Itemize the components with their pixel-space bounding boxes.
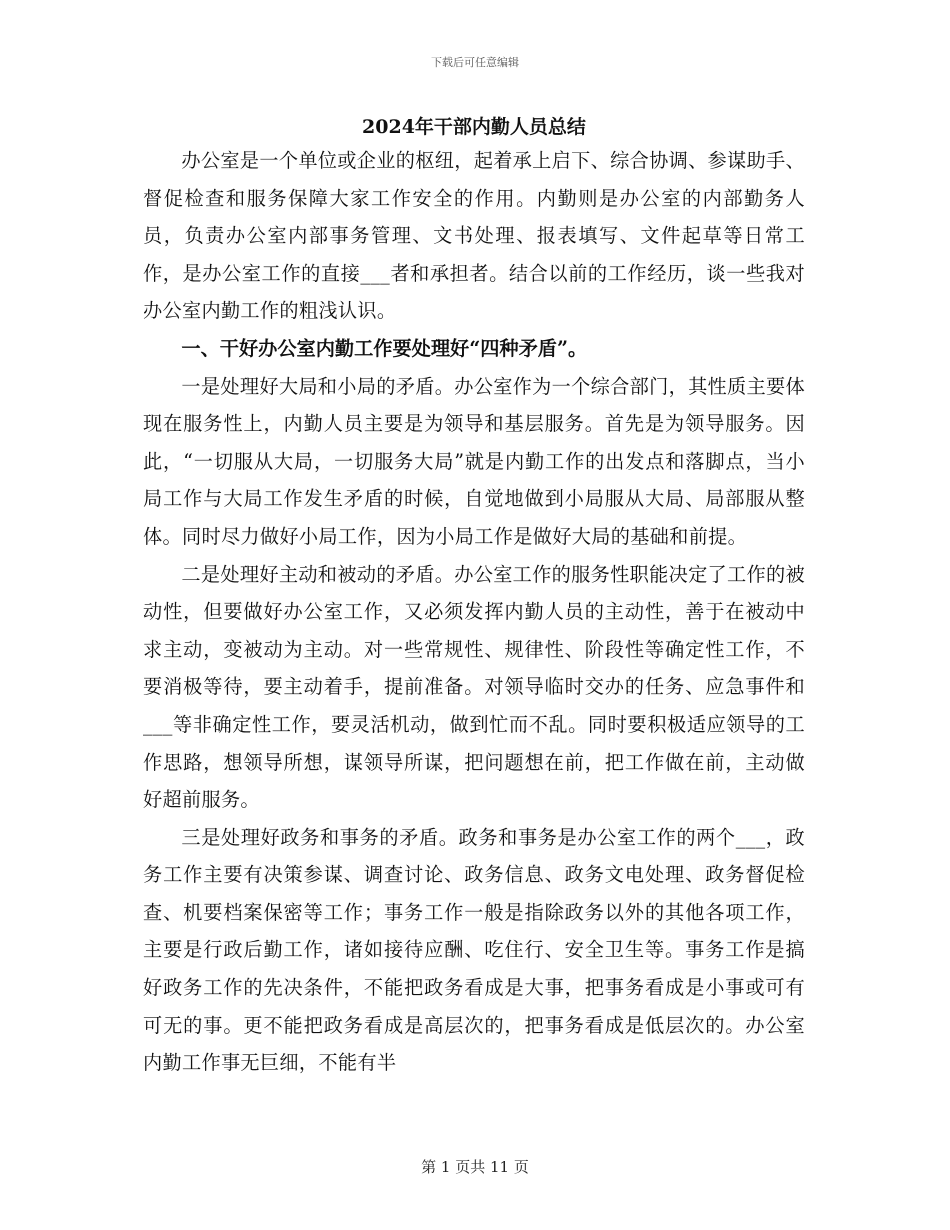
page-header: 下载后可任意编辑: [431, 56, 519, 69]
page-footer: 第 1 页共 11 页: [421, 1158, 529, 1176]
document-title: 2024年干部内勤人员总结: [362, 116, 586, 138]
paragraph-1: 一是处理好大局和小局的矛盾。办公室作为一个综合部门，其性质主要体现在服务性上，内勤人员主要是为领导和基层服务。首先是为领导服务。因此，“一切服从大局，一切服务大局”就是内勤工作的出发点和落脚点，当小局工作与大局工作发生矛盾的时候，自觉地做到小局服从大局、局部服从整体。同时尽力做好小局工作，因为小局工作是做好大局的基础和前提。: [143, 374, 805, 548]
paragraph-2: 二是处理好主动和被动的矛盾。办公室工作的服务性职能决定了工作的被动性，但要做好办公室工作，又必须发挥内勤人员的主动性，善于在被动中求主动，变被动为主动。对一些常规性、规律性、阶段性等确定性工作，不要消极等待，要主动着手，提前准备。对领导临时交办的任务、应急事件和___等非确定性工作，要灵活机动，做到忙而不乱。同时要积极适应领导的工作思路，想领导所想，谋领导所谋，把问题想在前，把工作做在前，主动做好超前服务。: [143, 562, 805, 812]
paragraph-intro: 办公室是一个单位或企业的枢纽，起着承上启下、综合协调、参谋助手、督促检查和服务保障大家工作安全的作用。内勤则是办公室的内部勤务人员，负责办公室内部事务管理、文书处理、报表填写、文件起草等日常工作，是办公室工作的直接___者和承担者。结合以前的工作经历，谈一些我对办公室内勤工作的粗浅认识。: [143, 149, 805, 323]
section-heading-1: 一、干好办公室内勤工作要处理好“四种矛盾”。: [181, 336, 588, 360]
paragraph-3: 三是处理好政务和事务的矛盾。政务和事务是办公室工作的两个___，政务工作主要有决策参谋、调查讨论、政务信息、政务文电处理、政务督促检查、机要档案保密等工作；事务工作一般是指除政务以外的其他各项工作，主要是行政后勤工作，诸如接待应酬、吃住行、安全卫生等。事务工作是搞好政务工作的先决条件，不能把政务看成是大事，把事务看成是小事或可有可无的事。更不能把政务看成是高层次的，把事务看成是低层次的。办公室内勤工作事无巨细，不能有半: [143, 825, 805, 1075]
document-body: [143, 112, 805, 1082]
